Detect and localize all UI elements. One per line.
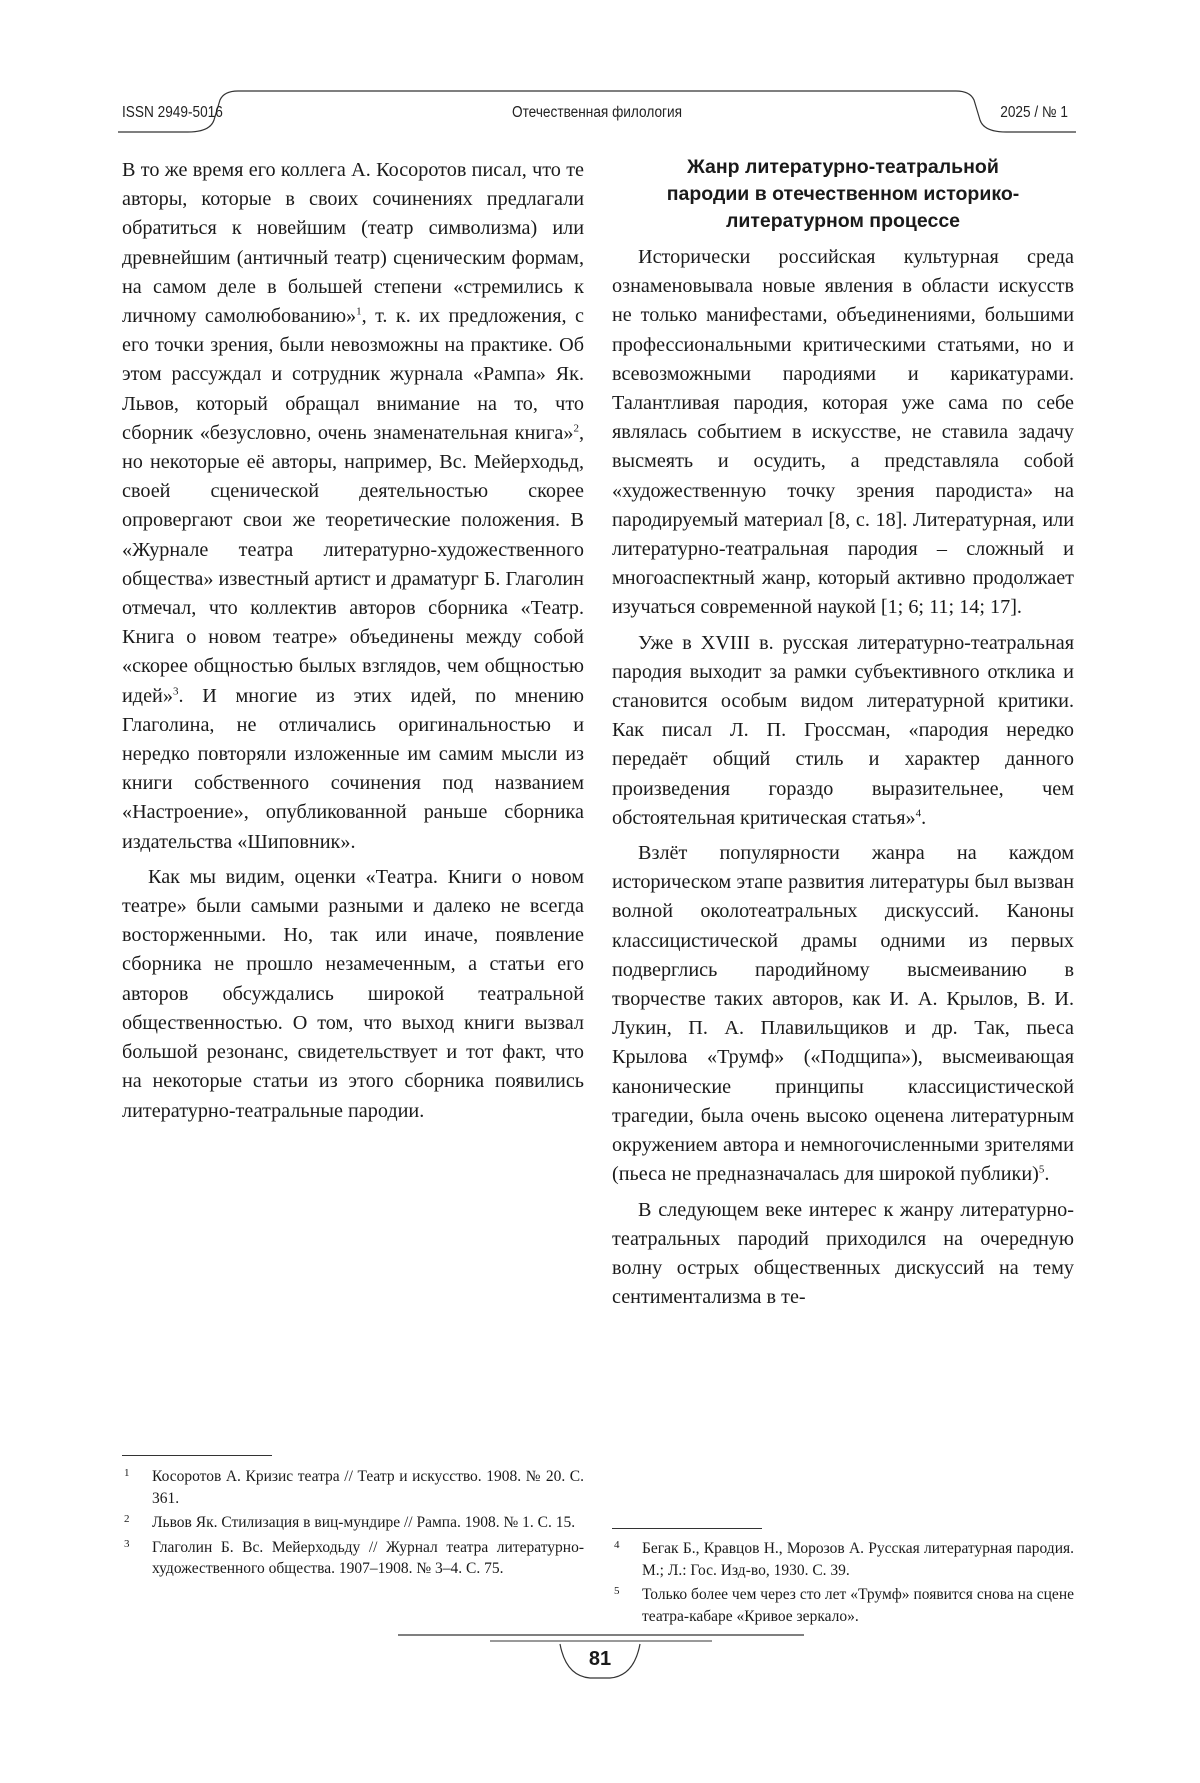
left-column [122,156,584,1126]
footnote: 1 Косоротов А. Кризис театра // Театр и искусство. 1908. № 20. С. 361. [124,1467,584,1507]
footnote: 3 Глаголин Б. Вс. Мейерходьду // Журнал театра литературно-художественного общества. 1907–1908. № 3–4. С. 75. [124,1537,584,1577]
journal-title: Отечественная филология [511,104,683,121]
footnote-ref[interactable]: 1 [356,305,362,318]
footnote-ref[interactable]: 3 [172,684,179,697]
footnotes-right [612,1538,1074,1630]
paragraph: Как мы видим, оценки «Театра. Книги о новом театре» были самыми разными и далеко не всегда восторженными. Но, так или иначе, появление сборника не прошло незамеченным, а статьи его авторов обсуждались широкой театральной общественностью. О том, что выход книги вызвал большой резонанс, свидетельствует и тот факт, что на некоторые статьи из этого сборника появились литературно-театральные пародии. [122,865,584,1122]
paragraph: В то же время его коллега А. Косоротов писал, что те авторы, которые в своих сочинениях предлагали обратиться к новейшим (театр символизма) или древнейшим (античный театр) сценическим формам, на самом деле в большей степени «стремились к личному самолюбованию»$^1$, т. к. их предложения, с его точки зрения, были невозможны на практике. Об этом рассуждал и сотрудник журнала «Рампа» Як. Львов, который обращал внимание на то, что сборник «безусловно, очень знаменательная книга»$^2$, но некоторые её авторы, например, Вс. Мейерходьд, своей сценической деятельностью скорее опровергают свои же теоретические положения. В «Журнале театра литературно-художественного общества» известный артист и драматург Б. Глаголин отмечал, что коллектив авторов сборника «Театр. Книга о новом театре» объединены между собой «скорее общностью былых взглядов, чем общностью идей»$^3$. И многие из этих идей, по мнению Глаголина, не отличались оригинальностью и нередко повторяли изложенные им самим мысли из книги собственного сочинения под названием «Настроение», опубликованной раньше сборника издательства «Шиповник». [122,159,584,853]
footnotes-left [122,1466,584,1583]
page-number: 81 [588,1648,612,1670]
footnote-ref[interactable]: 4 [915,807,922,820]
footnote-ref[interactable]: 5 [1038,1163,1045,1176]
footnote: 5 Только более чем через сто лет «Трумф» появится снова на сцене театра-кабаре «Кривое зеркало». [614,1585,1074,1625]
running-header [118,90,1076,140]
paragraph: Взлёт популярности жанра на каждом историческом этапе развития литературы был вызван волной околотеатральных дискуссий. Каноны классицистической драмы одними из первых подверглись пародийному высмеиванию в творчестве таких авторов, как И. А. Крылов, В. И. Лукин, П. А. Плавильщиков и др. Так, пьеса Крылова «Трумф» («Подщипа»), высмеивающая канонические принципы классицистической трагедии, была очень высоко оценена литературным окружением автора и немногочисленными зрителями (пьеса не предназначалась для широкой публики)$^5$. [612,842,1074,1186]
right-column [612,156,1074,1312]
footnote-rule [612,1528,762,1529]
paragraph: Уже в XVIII в. русская литературно-театральная пародия выходит за рамки субъективного отклика и становится особым видом литературной критики. Как писал Л. П. Гроссман, «пародия нередко передаёт общий стиль и характер данного произведения гораздо выразительнее, чем обстоятельная критическая статья»$^4$. [612,631,1074,829]
footnote-rule [122,1455,272,1456]
page-number-box [520,1638,680,1688]
footnote: 4 Бегак Б., Кравцов Н., Морозов А. Русская литературная пародия. М.; Л.: Гос. Изд-во, 1930. С. 39. [614,1539,1074,1579]
issn: ISSN 2949-5016 [122,104,223,121]
section-heading: Жанр литературно-театральной пародии в отечественном историко- литературном процессе [666,156,1020,232]
issue-number: 2025 / № 1 [1000,104,1068,121]
footnote-ref[interactable]: 2 [573,422,579,435]
paragraph: В следующем веке интерес к жанру литературно-театральных пародий приходился на очередную волну острых общественных дискуссий на тему сентиментализма в те- [612,1198,1074,1309]
paragraph: Исторически российская культурная среда ознаменовывала новые явления в области искусств не только манифестами, объединениями, большими профессиональными критическими статьями, но и всевозможными пародиями и карикатурами. Талантливая пародия, которая уже сама по себе являлась событием в искусстве, не ставила задачу высмеять и осудить, а представляла собой «художественную точку зрения пародиста» на пародируемый материал [8, с. 18]. Литературная, или литературно-театральная пародия – сложный и многоаспектный жанр, который активно продолжает изучаться современной наукой [1; 6; 11; 14; 17]. [612,246,1074,619]
footnote: 2 Львов Як. Стилизация в виц-мундире // Рампа. 1908. № 1. С. 15. [124,1513,576,1531]
